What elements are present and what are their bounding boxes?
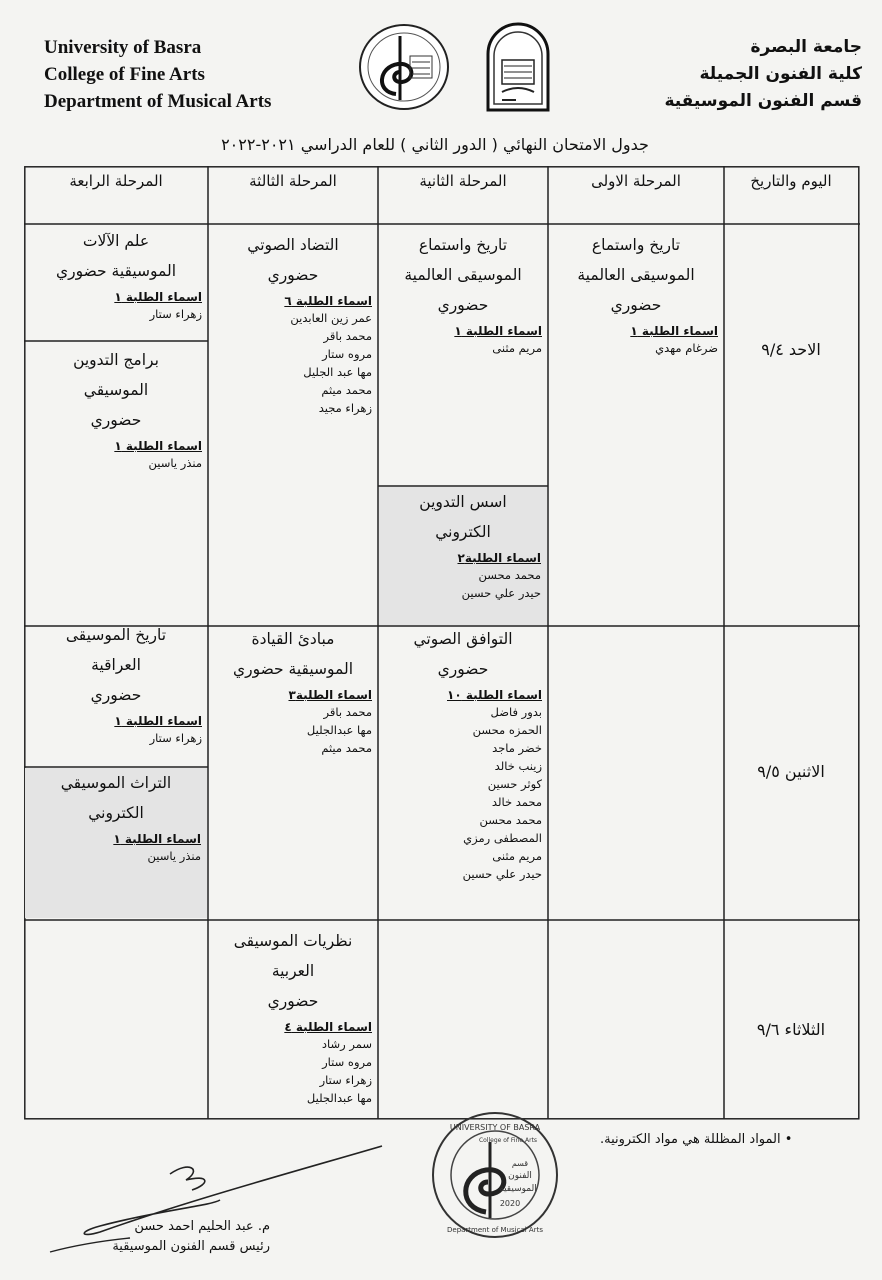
- students-label: اسماء الطلبة ٤: [284, 1020, 372, 1034]
- student-name: حيدر علي حسين: [461, 586, 541, 600]
- subject-line: حضوري: [610, 296, 662, 314]
- university-name-en: University of Basra: [44, 37, 202, 58]
- student-name: محمد ميثم: [321, 741, 372, 755]
- student-name: المصطفى رمزي: [463, 831, 542, 845]
- student-name: مها عبدالجليل: [306, 1091, 372, 1105]
- student-name: كوثر حسين: [487, 777, 542, 791]
- header-english: [44, 34, 271, 115]
- exam-cell: [208, 624, 378, 757]
- students-label-row: [30, 435, 202, 454]
- student-name: عمر زين العابدين: [290, 311, 372, 325]
- students-label: اسماء الطلبة ١: [113, 832, 201, 846]
- subject-line: حضوري: [437, 296, 489, 314]
- student-name: ضرغام مهدي: [655, 341, 718, 355]
- students-label-row: [31, 828, 201, 847]
- student-name: منذر ياسين: [147, 849, 201, 863]
- exam-cell-shaded: [25, 768, 207, 918]
- student-name: زهراء مجيد: [318, 401, 372, 415]
- exam-cell: [208, 230, 378, 417]
- students-label: اسماء الطلبة ١: [630, 324, 718, 338]
- shaded-note-text: المواد المظللة هي مواد الكترونية.: [600, 1132, 781, 1147]
- stamp-text: 2020: [499, 1199, 521, 1208]
- stamp-text: UNIVERSITY OF BASRA: [449, 1123, 541, 1132]
- subject-line: تاريخ واستماع: [591, 236, 681, 254]
- students-label-row: [385, 547, 541, 566]
- signature-block: [30, 1217, 270, 1257]
- exam-cell: [24, 620, 208, 747]
- students-label-row: [30, 710, 202, 729]
- student-name: زهراء ستار: [149, 731, 202, 745]
- subject-line: التراث الموسيقي: [60, 774, 172, 792]
- subject-line: مبادئ القيادة: [251, 630, 335, 648]
- college-logo-icon: [484, 20, 552, 114]
- student-name: زينب خالد: [494, 759, 542, 773]
- stamp-text: الموسيقية: [499, 1184, 537, 1194]
- exam-cell: [24, 345, 208, 472]
- student-name: زهراء ستار: [319, 1073, 372, 1087]
- students-label: اسماء الطلبة ١: [454, 324, 542, 338]
- student-name: محمد خالد: [491, 795, 542, 809]
- student-name: مريم مثنى: [492, 849, 542, 863]
- student-name: محمد باقر: [323, 705, 372, 719]
- column-header-stage2: المرحلة الثانية: [419, 172, 507, 190]
- subject-line: حضوري: [90, 686, 142, 704]
- subject-line: اسس التدوين: [419, 493, 507, 511]
- day-cell-monday: الاثنين ٩/٥: [757, 762, 825, 781]
- subject-line: حضوري: [437, 660, 489, 678]
- students-label-row: [214, 1016, 372, 1035]
- student-name: مروه ستار: [322, 1055, 372, 1069]
- subject-line: الكتروني: [435, 523, 491, 541]
- subject-line: علم الآلات: [82, 232, 150, 250]
- subject-line: الموسيقي: [83, 381, 149, 399]
- students-label: اسماء الطلبة ١٠: [447, 688, 542, 702]
- column-header-stage3: المرحلة الثالثة: [249, 172, 337, 190]
- students-label-row: [554, 320, 718, 339]
- subject-line: حضوري: [267, 992, 319, 1010]
- students-label: اسماء الطلبة٢: [457, 551, 541, 565]
- students-label: اسماء الطلبة ١: [114, 439, 202, 453]
- subject-line: التوافق الصوتي: [413, 630, 513, 648]
- subject-line: حضوري: [90, 411, 142, 429]
- student-name: الحمزه محسن: [472, 723, 542, 737]
- students-label-row: [384, 320, 542, 339]
- department-stamp-icon: [428, 1108, 562, 1242]
- stamp-text: الفنون: [508, 1171, 532, 1181]
- shaded-note: • المواد المظللة هي مواد الكترونية.: [600, 1132, 793, 1147]
- department-logo-icon: [356, 22, 452, 112]
- department-name-en: Department of Musical Arts: [44, 91, 272, 112]
- students-label: اسماء الطلبة ١: [114, 714, 202, 728]
- stamp-text: قسم: [511, 1159, 529, 1168]
- subject-line: الكتروني: [88, 804, 144, 822]
- students-label: اسماء الطلبة ١: [114, 290, 202, 304]
- stamp-text: Department of Musical Arts: [447, 1226, 543, 1234]
- exam-cell: [378, 230, 548, 357]
- student-name: مها عبدالجليل: [306, 723, 372, 737]
- subject-line: الموسيقية حضوري: [55, 262, 177, 280]
- students-label-row: [384, 684, 542, 703]
- exam-cell: [548, 230, 724, 357]
- university-name-ar: جامعة البصرة: [750, 37, 862, 57]
- college-name-ar: كلية الفنون الجميلة: [699, 64, 862, 84]
- column-header-stage1: المرحلة الاولى: [591, 172, 681, 190]
- day-cell-sunday: الاحد ٩/٤: [761, 340, 821, 359]
- subject-line: الموسيقى العالمية: [577, 266, 695, 284]
- students-label: اسماء الطلبة٣: [288, 688, 372, 702]
- college-name-en: College of Fine Arts: [44, 64, 205, 85]
- signatory-name: م. عبد الحليم احمد حسن: [134, 1219, 270, 1234]
- student-name: مها عبد الجليل: [303, 365, 372, 379]
- header-arabic: [664, 34, 862, 115]
- student-name: مروه ستار: [322, 347, 372, 361]
- page-title: جدول الامتحان النهائي ( الدور الثاني ) للعام الدراسي ٢٠٢١-٢٠٢٢: [221, 135, 649, 154]
- day-cell-tuesday: الثلاثاء ٩/٦: [756, 1020, 826, 1039]
- student-name: محمد باقر: [323, 329, 372, 343]
- stamp-text: College of Fine Arts: [478, 1137, 538, 1144]
- student-name: منذر ياسين: [148, 456, 202, 470]
- signatory-role: رئيس قسم الفنون الموسيقية: [112, 1239, 270, 1254]
- subject-line: حضوري: [267, 266, 319, 284]
- column-header-stage4: المرحلة الرابعة: [69, 172, 163, 190]
- subject-line: برامج التدوين: [73, 351, 159, 369]
- exam-cell: [378, 624, 548, 883]
- student-name: حيدر علي حسين: [462, 867, 542, 881]
- department-name-ar: قسم الفنون الموسيقية: [664, 91, 862, 111]
- column-header-day: اليوم والتاريخ: [750, 172, 832, 190]
- subject-line: التضاد الصوتي: [247, 236, 339, 254]
- student-name: زهراء ستار: [149, 307, 202, 321]
- subject-line: العربية: [271, 962, 315, 980]
- exam-cell-shaded: [379, 487, 547, 625]
- subject-line: تاريخ الموسيقى: [65, 626, 167, 644]
- student-name: محمد محسن: [479, 813, 542, 827]
- students-label-row: [214, 684, 372, 703]
- students-label: اسماء الطلبة ٦: [284, 294, 372, 308]
- student-name: محمد ميثم: [321, 383, 372, 397]
- student-name: مريم مثنى: [492, 341, 542, 355]
- students-label-row: [30, 286, 202, 305]
- subject-line: نظريات الموسيقى: [233, 932, 353, 950]
- student-name: بدور فاضل: [490, 705, 542, 719]
- students-label-row: [214, 290, 372, 309]
- subject-line: الموسيقى العالمية: [404, 266, 522, 284]
- student-name: محمد محسن: [478, 568, 541, 582]
- student-name: خضر ماجد: [492, 741, 542, 755]
- subject-line: تاريخ واستماع: [418, 236, 508, 254]
- exam-cell: [208, 926, 378, 1107]
- exam-cell: [24, 226, 208, 323]
- subject-line: العراقية: [91, 656, 141, 674]
- subject-line: الموسيقية حضوري: [232, 660, 354, 678]
- student-name: سمر رشاد: [321, 1037, 372, 1051]
